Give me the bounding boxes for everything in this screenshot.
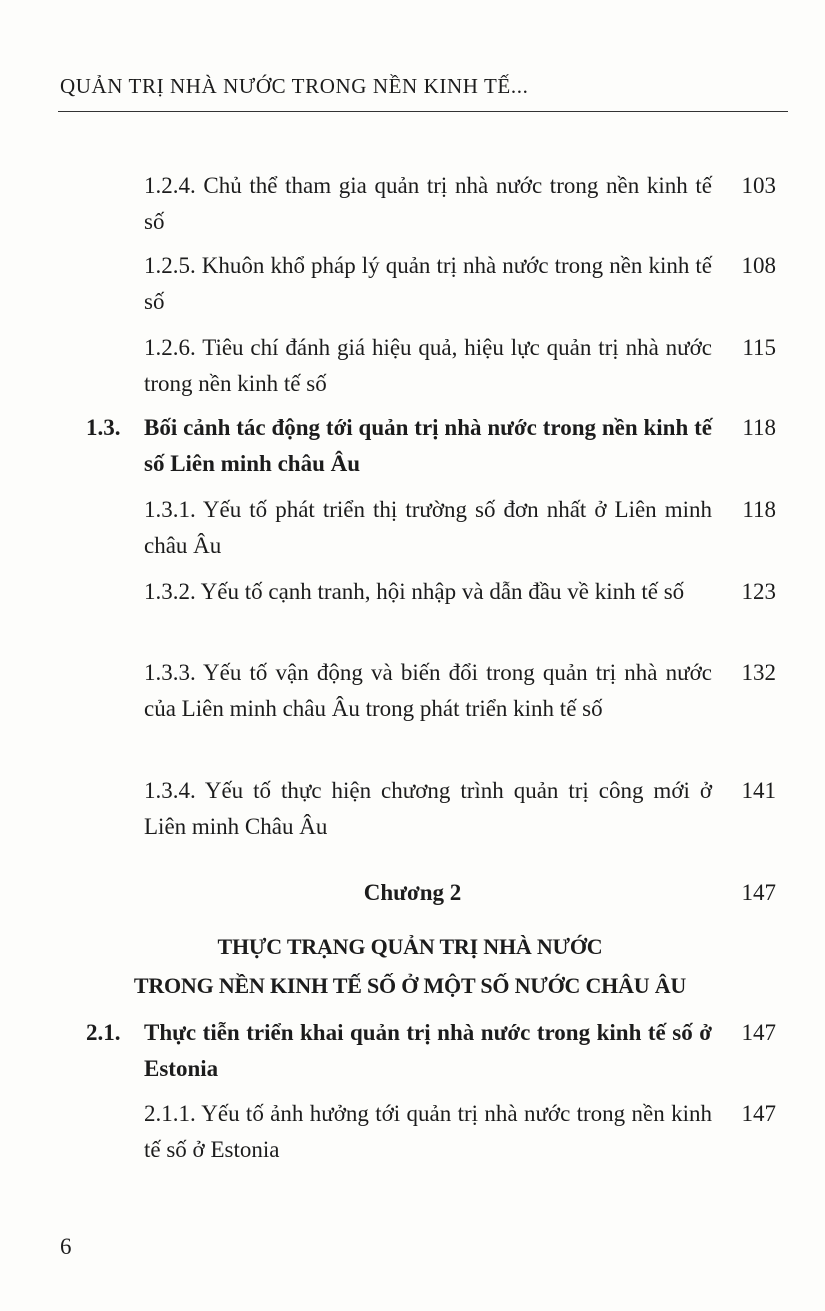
toc-section-number: 1.3.	[86, 415, 121, 440]
toc-section-title: Thực tiễn triển khai quản trị nhà nước trong kinh tế số ở Estonia	[144, 1020, 712, 1081]
toc-page-number: 123	[741, 579, 776, 604]
toc-entry-text: 1.3.4. Yếu tố thực hiện chương trình quản trị công mới ở Liên minh Châu Âu	[144, 778, 712, 839]
toc-page-number: 115	[742, 335, 776, 360]
chapter-label[interactable]: Chương 2	[363, 880, 462, 905]
running-header: QUẢN TRỊ NHÀ NƯỚC TRONG NỀN KINH TẾ...	[60, 74, 529, 98]
chapter-title-line: THỰC TRẠNG QUẢN TRỊ NHÀ NƯỚC	[217, 934, 603, 959]
toc-page-number: 108	[741, 253, 776, 278]
toc-section-title: Bối cảnh tác động tới quản trị nhà nước trong nền kinh tế số Liên minh châu Âu	[144, 415, 712, 476]
toc-entry-text: 1.3.3. Yếu tố vận động và biến đổi trong quản trị nhà nước của Liên minh châu Âu trong phát triển kinh tế số	[144, 660, 712, 721]
toc-page-number: 118	[742, 415, 776, 440]
page-number: 6	[60, 1234, 72, 1259]
toc-entry-text: 1.2.6. Tiêu chí đánh giá hiệu quả, hiệu lực quản trị nhà nước trong nền kinh tế số	[144, 335, 712, 396]
toc-page-number: 147	[741, 880, 776, 905]
toc-section-number: 2.1.	[86, 1020, 121, 1045]
toc-entry-text: 1.3.2. Yếu tố cạnh tranh, hội nhập và dẫn đầu về kinh tế số	[144, 579, 685, 604]
toc-entry-text: 1.2.4. Chủ thể tham gia quản trị nhà nước trong nền kinh tế số	[144, 173, 712, 234]
header-rule	[58, 111, 788, 112]
toc-page-number: 132	[741, 660, 776, 685]
toc-page-number: 103	[741, 173, 776, 198]
toc-entry-text: 1.3.1. Yếu tố phát triển thị trường số đơn nhất ở Liên minh châu Âu	[144, 497, 712, 558]
toc-entry-text: 2.1.1. Yếu tố ảnh hưởng tới quản trị nhà nước trong nền kinh tế số ở Estonia	[144, 1101, 712, 1162]
toc-entry-text: 1.2.5. Khuôn khổ pháp lý quản trị nhà nước trong nền kinh tế số	[144, 253, 712, 314]
toc-page-number: 141	[741, 778, 776, 803]
toc-page-number: 118	[742, 497, 776, 522]
chapter-title-line: TRONG NỀN KINH TẾ SỐ Ở MỘT SỐ NƯỚC CHÂU ÂU	[133, 973, 687, 998]
toc-page-number: 147	[741, 1020, 776, 1045]
toc-page-number: 147	[741, 1101, 776, 1126]
